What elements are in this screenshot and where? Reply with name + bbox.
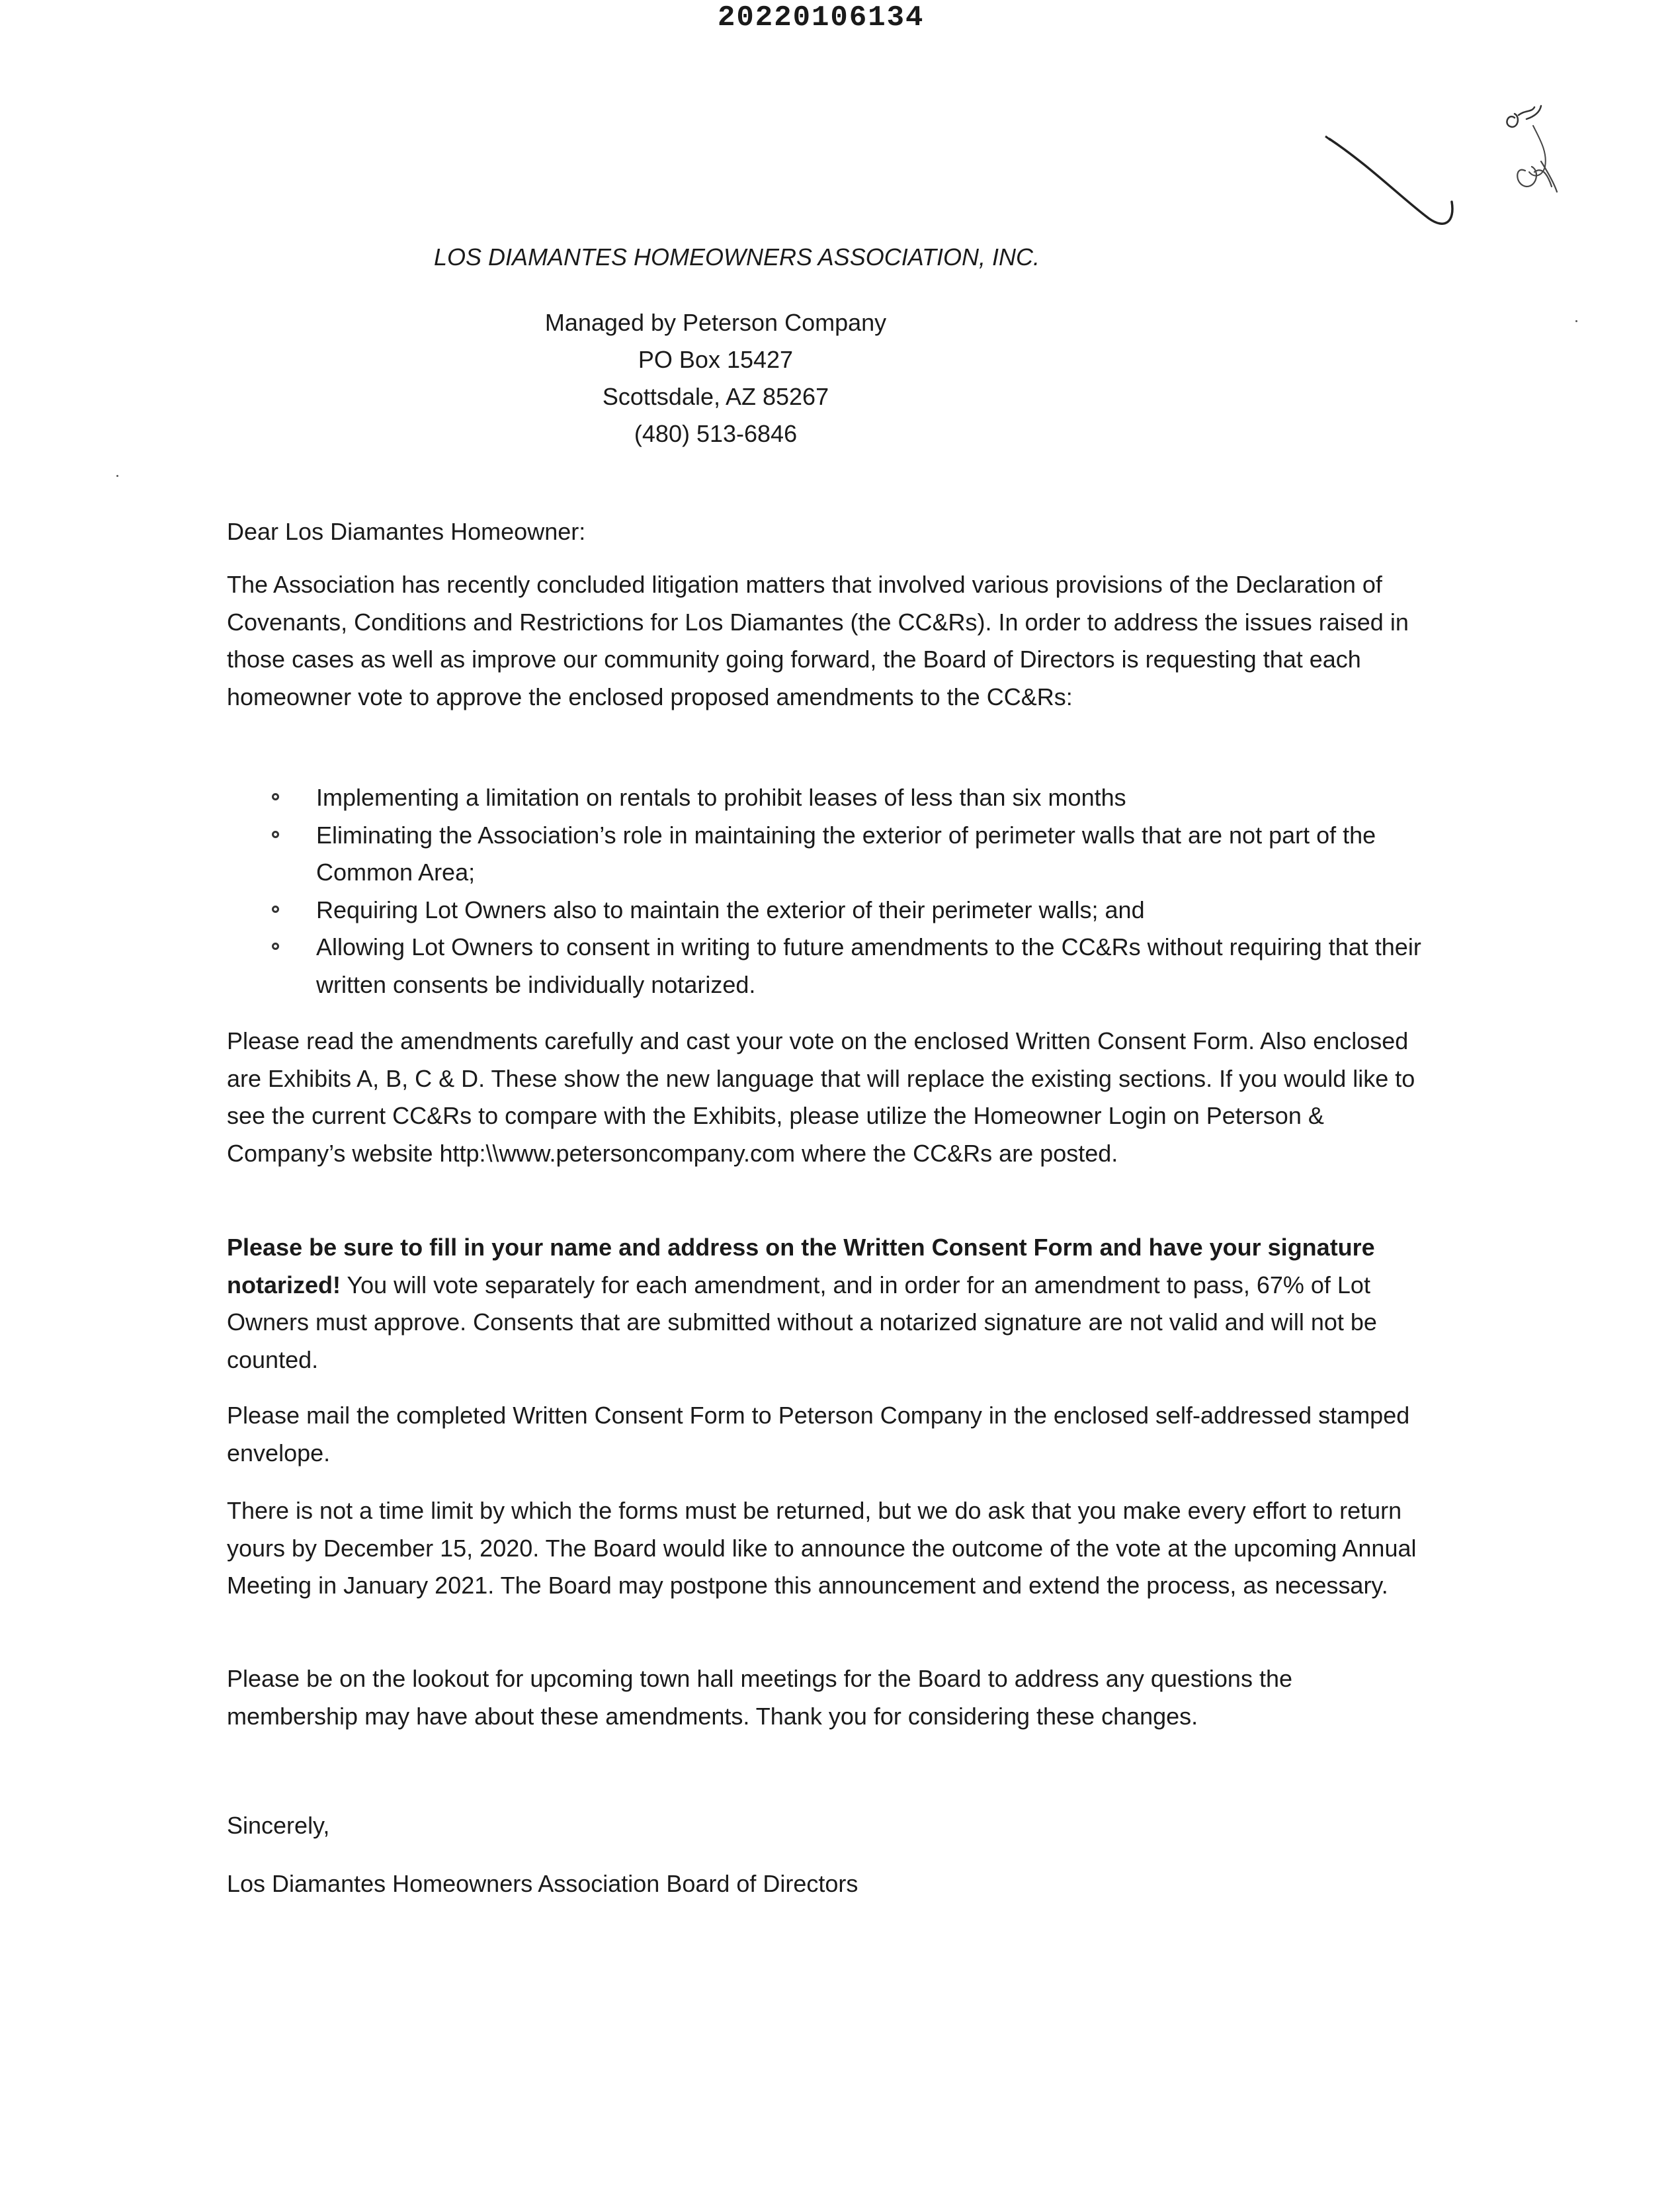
scan-speck xyxy=(1575,320,1577,322)
scan-speck xyxy=(116,475,118,477)
list-item: Implementing a limitation on rentals to prohibit leases of less than six months xyxy=(268,779,1432,817)
signature-line: Los Diamantes Homeowners Association Board of Directors xyxy=(227,1870,858,1897)
notarization-emphasis: Please be sure to fill in your name and address on the Written Consent Form and have your signature notarized! xyxy=(227,1234,1375,1298)
amendments-list xyxy=(268,779,1432,1003)
managed-by-line: Managed by Peterson Company xyxy=(544,309,887,336)
po-box-line: PO Box 15427 xyxy=(638,346,794,373)
list-item: Allowing Lot Owners to consent in writing to future amendments to the CC&Rs without requiring that their written consents be individually notarized. xyxy=(268,929,1432,1003)
bullet-icon xyxy=(272,831,279,838)
salutation: Dear Los Diamantes Homeowner: xyxy=(227,518,586,545)
management-block xyxy=(0,304,1552,452)
bullet-icon xyxy=(272,943,279,950)
recording-number: 20220106134 xyxy=(718,1,925,34)
phone-line: (480) 513-6846 xyxy=(634,420,798,447)
deadline-paragraph: There is not a time limit by which the forms must be returned, but we do ask that you make every effort to return yours by December 15, 2020. The Board would like to announce the outcome of the vote at the upcoming Annual Meeting in January 2021. The Board may postpone this announcement and extend the process, as necessary. xyxy=(227,1497,1417,1599)
closing: Sincerely, xyxy=(227,1812,330,1839)
mailing-paragraph: Please mail the completed Written Consent Form to Peterson Company in the enclosed self-addressed stamped envelope. xyxy=(227,1402,1410,1467)
bullet-icon xyxy=(272,793,279,800)
intro-paragraph: The Association has recently concluded litigation matters that involved various provisions of the Declaration of Covenants, Conditions and Restrictions for Los Diamantes (the CC&Rs). In order to address the issues raised in those cases as well as improve our community going forward, the Board of Directors is requesting that each homeowner vote to approve the enclosed proposed amendments to the CC&Rs: xyxy=(227,571,1409,710)
organization-name: LOS DIAMANTES HOMEOWNERS ASSOCIATION, INC. xyxy=(433,243,1040,271)
list-item: Eliminating the Association’s role in maintaining the exterior of perimeter walls that are not part of the Common Area; xyxy=(268,817,1432,892)
city-state-zip-line: Scottsdale, AZ 85267 xyxy=(602,383,829,410)
list-item: Requiring Lot Owners also to maintain the exterior of their perimeter walls; and xyxy=(268,892,1432,929)
town-hall-paragraph: Please be on the lookout for upcoming town hall meetings for the Board to address any questions the membership may have about these amendments. Thank you for considering these changes. xyxy=(227,1665,1292,1730)
instructions-paragraph: Please read the amendments carefully and cast your vote on the enclosed Written Consent Form. Also enclosed are Exhibits A, B, C & D. These show the new language that will replace the existing sections. If you would like to see the current CC&Rs to compare with the Exhibits, please utilize the Homeowner Login on Peterson & Company’s website http:\\www.petersoncompany.com where the CC&Rs are posted. xyxy=(227,1027,1415,1167)
bullet-icon xyxy=(272,906,279,913)
handwritten-initials-mark xyxy=(1316,93,1594,251)
notarization-paragraph: Please be sure to fill in your name and address on the Written Consent Form and have your signature notarized! You will vote separately for each amendment, and in order for an amendment to pass, 67% of Lot Owners must approve. Consents that are submitted without a notarized signature are not valid and will not be counted. xyxy=(227,1234,1377,1373)
